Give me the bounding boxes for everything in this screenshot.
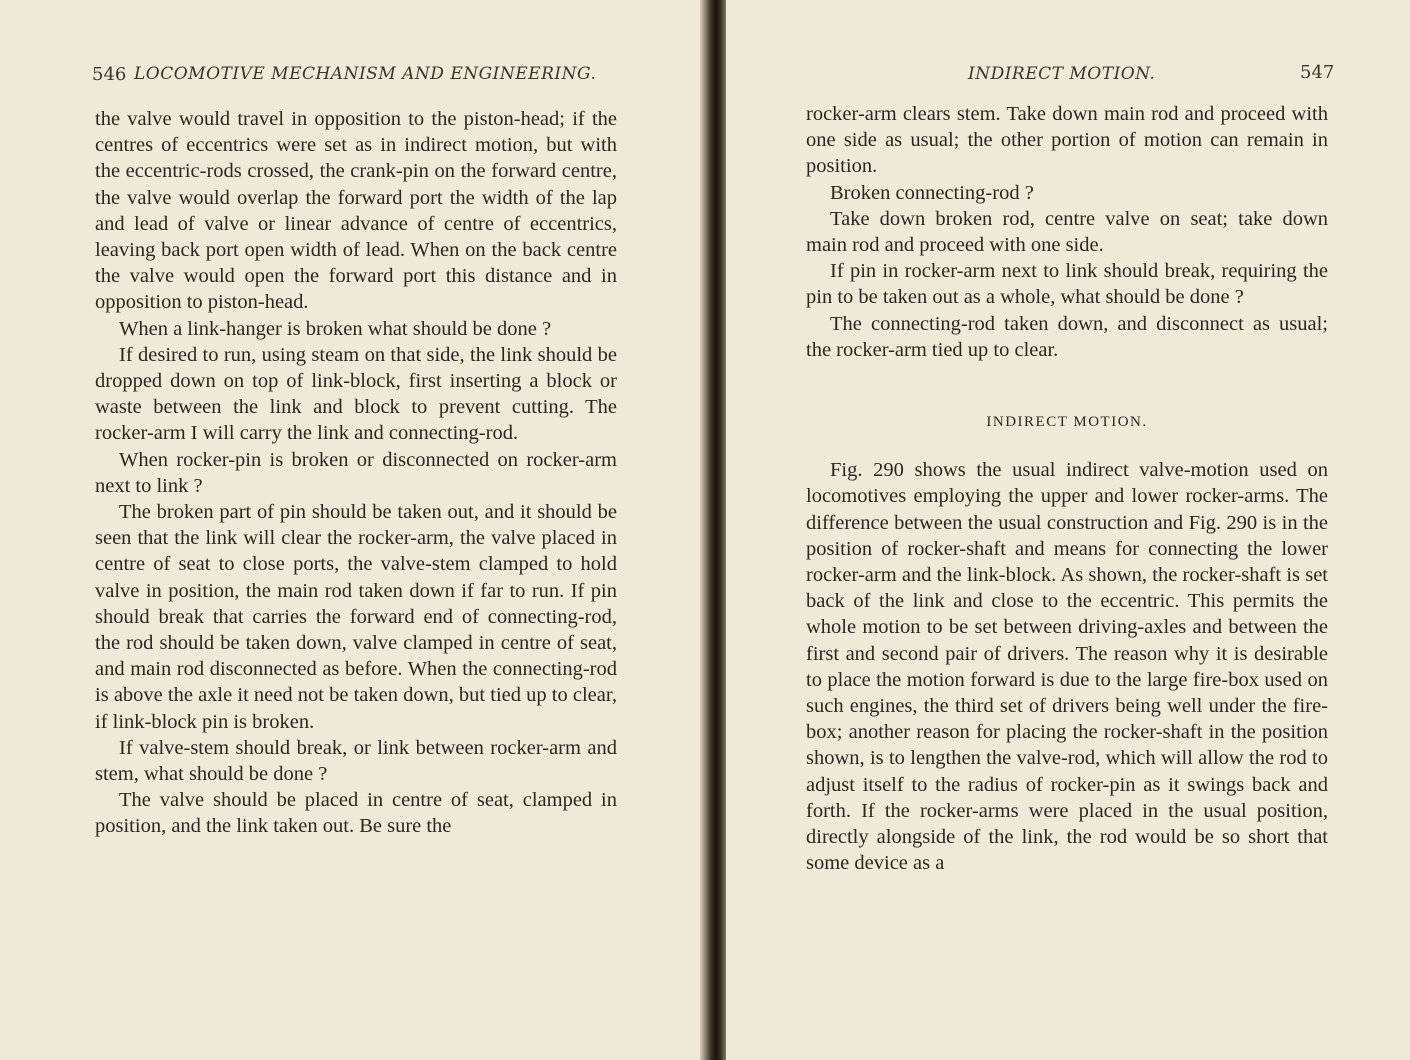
page-number: 546 [92,64,127,85]
paragraph: Take down broken rod, centre valve on seat; take down main rod and proceed with one side. [806,207,1328,257]
question-paragraph: If pin in rocker-arm next to link should break, requiring the pin to be taken out as a whole, what should be done ? [806,260,1328,309]
paragraph: The connecting-rod taken down, and disconnect as usual; the rocker-arm tied up to clear. [806,312,1328,361]
paragraph: The valve should be placed in centre of seat, clamped in position, and the link taken out. Be sure the [95,789,617,838]
section-heading: INDIRECT MOTION. [986,414,1148,431]
page-body [95,106,617,840]
running-head: INDIRECT MOTION. [968,64,1156,84]
page-number: 547 [1300,62,1335,83]
paragraph: Fig. 290 shows the usual indirect valve-motion used on locomotives employing the upper and lower rocker-arms. The difference between the usual construction and Fig. 290 is in the position of rocker-shaft and means for connecting the lower rocker-arm and the link-block. As shown, the rocker-shaft is set back of the link and close to the eccentric. This permits the whole motion to be set between driving-axles and between the first and second pair of drivers. The reason why it is desirable to place the motion forward is due to the large fire-box used on such engines, the third set of drivers being well under the fire-box; another reason for placing the rocker-shaft in the position shown, is to lengthen the valve-rod, which will allow the rod to adjust itself to the radius of rocker-pin as it swings back and forth. If the rocker-arms were placed in the usual position, directly alongside of the link, the rod would be so short that some device as a [806,459,1328,875]
running-head: LOCOMOTIVE MECHANISM AND ENGINEERING. [134,64,597,84]
question-paragraph: When rocker-pin is broken or disconnected on rocker-arm next to link ? [95,448,617,497]
question-paragraph: If valve-stem should break, or link between rocker-arm and stem, what should be done ? [95,736,617,786]
paragraph: rocker-arm clears stem. Take down main rod and proceed with one side as usual; the other portion of motion can remain in position. [806,103,1328,178]
right-page [726,0,1410,1060]
question-paragraph: When a link-hanger is broken what should be done ? [119,317,552,340]
paragraph: The broken part of pin should be taken out, and it should be seen that the link will clear the rocker-arm, the valve placed in centre of seat to close ports, the valve-stem clamped to hold valve in position, the main rod taken down if far to run. If pin should break that carries the forward end of connecting-rod, the rod should be taken down, valve clamped in centre of seat, and main rod disconnected as before. When the connecting-rod is above the axle it need not be taken down, but tied up to clear, if link-block pin is broken. [95,501,617,733]
question-paragraph: Broken connecting-rod ? [830,181,1034,204]
paragraph: the valve would travel in opposition to the piston-head; if the centres of eccentrics were set as in indirect motion, but with the eccentric-rods crossed, the crank-pin on the forward centre, the valve would overlap the forward port the width of the lap and lead of valve or linear advance of centre of eccentrics, leaving back port open width of lead. When on the back centre the valve would open the forward port this distance and in opposition to piston-head. [95,108,617,314]
paragraph: If desired to run, using steam on that side, the link should be dropped down on top of link-block, first inserting a block or waste between the link and block to prevent cutting. The rocker-arm I will carry the link and connecting-rod. [95,343,617,445]
page-body [806,101,1328,876]
